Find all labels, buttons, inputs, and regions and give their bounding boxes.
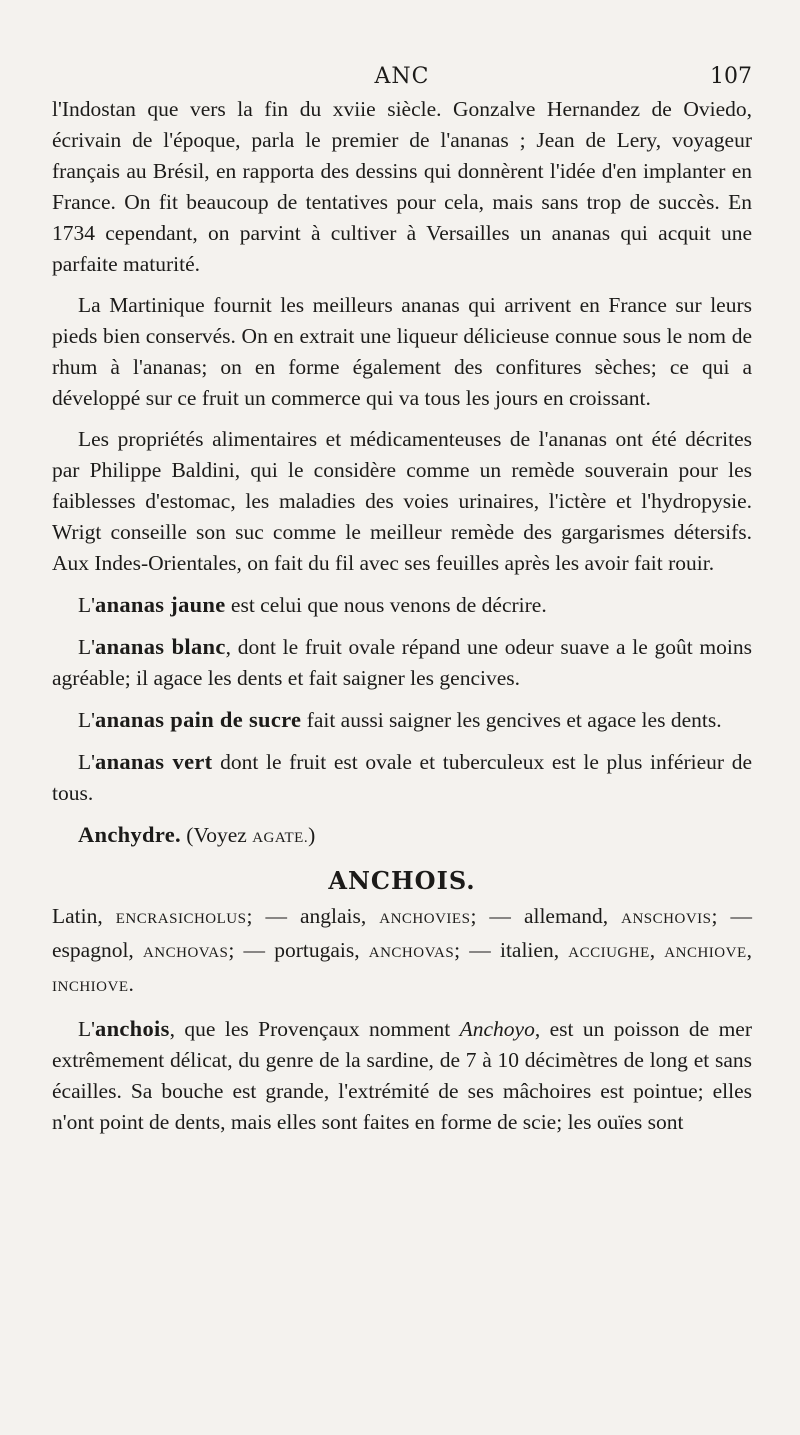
name-portuguese: ANCHOVAS: [368, 945, 455, 961]
names-text: ,: [746, 938, 752, 962]
paragraph-2: La Martinique fournit les meilleurs ananas qui arrivent en France sur leurs pieds bien conservés. On en extrait une liqueur délicieuse connue sous le nom de rhum à l'ananas; on en forme également des confitures sèches; ce qui a développé sur ce fruit un commerce qui va tous les jours en croissant.: [52, 293, 752, 410]
names-text: Latin,: [52, 904, 116, 928]
names-text: .: [128, 972, 134, 996]
term-ananas-jaune: ananas jaune: [95, 592, 226, 617]
page-number: 107: [710, 64, 752, 89]
definition-text: est celui que nous venons de décrire.: [225, 593, 547, 617]
cross-ref-close: ): [308, 823, 316, 847]
paragraph-1: l'Indostan que vers la fin du xviie siècle. Gonzalve Hernandez de Oviedo, écrivain de l'époque, parla le premier de l'ananas ; Jean de Lery, voyageur français au Brésil, en rapporta des dessins qui donnèrent l'idée d'en implanter en France. On fit beaucoup de tentatives pour cela, mais sans trop de succès. En 1734 cependant, on parvint à cultiver à Versailles un ananas qui acquit une parfaite maturité.: [52, 97, 752, 276]
name-spanish: ANCHOVAS: [142, 945, 229, 961]
name-german: ANSCHOVIS: [621, 911, 712, 927]
names-text: ; — espagnol,: [52, 904, 752, 962]
paragraph-ananas-blanc: [52, 631, 752, 694]
paragraph-ananas-jaune: [52, 589, 752, 621]
definition-text: dont le fruit est ovale et tuberculeux est le plus inférieur de tous.: [52, 750, 752, 805]
names-paragraph: [52, 901, 752, 1003]
definition-text: fait aussi saigner les gencives et agace les dents.: [301, 708, 722, 732]
name-english: ANCHOVIES: [379, 911, 471, 927]
cross-ref-text: (Voyez: [180, 823, 253, 847]
names-text: ,: [649, 938, 665, 962]
article: L': [78, 750, 96, 774]
name-italian-2: ANCHIOVE: [664, 945, 747, 961]
section-heading: ANCHOIS.: [328, 866, 476, 895]
article: L': [78, 708, 96, 732]
provencal-name: Anchoyo: [459, 1017, 535, 1041]
names-text: ; — italien,: [454, 938, 569, 962]
term-ananas-blanc: ananas blanc: [95, 634, 226, 659]
paragraph-ananas-pain-de-sucre: [52, 704, 752, 736]
paragraph-anchois: [52, 1013, 752, 1138]
body-text: , que les Provençaux nomment: [169, 1017, 460, 1041]
name-latin: ENCRASICHOLUS: [115, 911, 247, 927]
term-anchydre: Anchydre.: [78, 822, 181, 847]
article: L': [78, 635, 96, 659]
paragraph-3: Les propriétés alimentaires et médicamenteuses de l'ananas ont été décrites par Philippe Baldini, qui le considère comme un remède souverain pour les faiblesses d'estomac, les maladies des voies urinaires, l'ictère et l'hydropysie. Wrigt conseille son suc comme le meilleur remède des gargarismes détersifs. Aux Indes-Orientales, on fait du fil avec ses feuilles après les avoir fait rouir.: [52, 427, 752, 575]
name-italian-1: ACCIUGHE: [568, 945, 650, 961]
page-header: [52, 58, 752, 94]
name-italian-3: INCHIOVE: [52, 979, 129, 995]
article: L': [78, 1017, 96, 1041]
paragraph-ananas-vert: [52, 746, 752, 809]
names-text: ; — allemand,: [470, 904, 622, 928]
definition-text: , dont le fruit ovale répand une odeur suave a le goût moins agréable; il agace les dents et fait saigner les gencives.: [52, 635, 752, 690]
article: L': [78, 593, 96, 617]
names-text: ; — anglais,: [246, 904, 380, 928]
running-title: ANC: [374, 64, 430, 89]
term-anchois: anchois: [95, 1016, 170, 1041]
term-ananas-pain-de-sucre: ananas pain de sucre: [95, 707, 302, 732]
names-text: ; — portugais,: [228, 938, 369, 962]
cross-ref-target: AGATE.: [252, 830, 309, 846]
term-ananas-vert: ananas vert: [95, 749, 213, 774]
paragraph-anchydre: [52, 819, 752, 854]
body-text: , est un poisson de mer extrêmement délicat, du genre de la sardine, de 7 à 10 décimètres de long et sans écailles. Sa bouche est grande, l'extrémité de ses mâchoires est pointue; elles n'ont point de dents, mais elles sont faites en forme de scie; les ouïes sont: [52, 1017, 752, 1134]
